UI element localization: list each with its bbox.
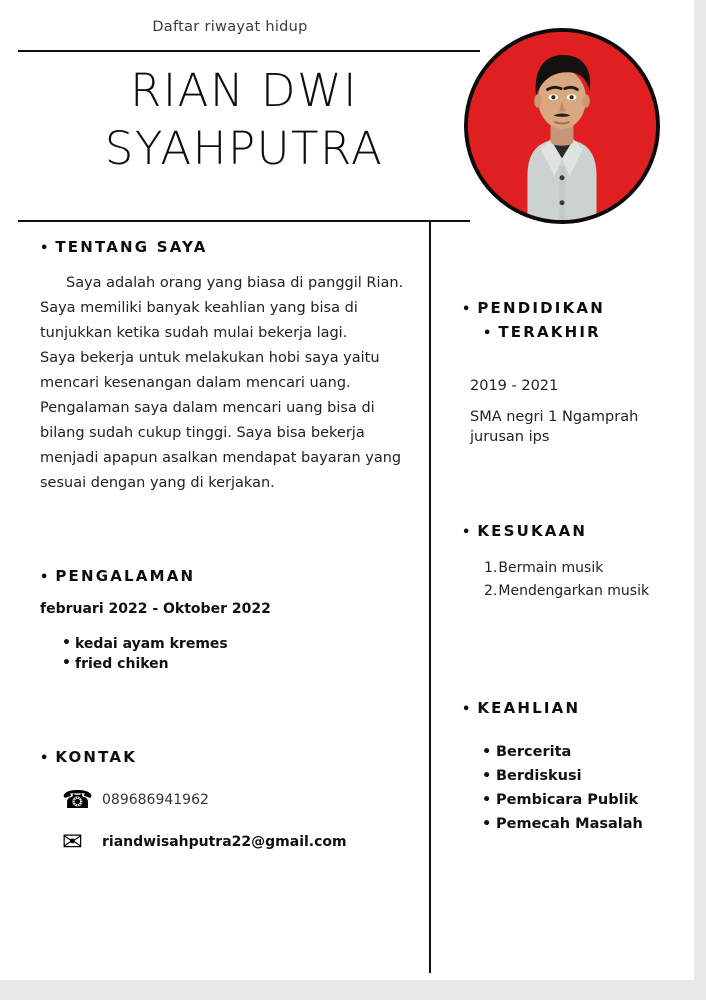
interests-heading: • KESUKAAN — [462, 520, 684, 544]
avatar — [464, 28, 660, 224]
section-education — [462, 297, 684, 447]
about-paragraph-4: Pengalaman saya dalam mencari uang bisa di bilang sudah cukup tinggi. Saya bisa bekerja menjadi apapun asalkan mendapat bayaran yang sesuai dengan yang di kerjakan. — [40, 400, 402, 491]
page-title — [18, 62, 470, 178]
about-paragraph-3: Saya bekerja untuk melakukan hobi saya yaitu mencari kesenangan dalam mencari uang. — [40, 350, 380, 391]
list-item: • fried chiken — [62, 654, 418, 674]
portrait-illustration — [468, 32, 656, 220]
header-bottom-rule — [18, 220, 470, 222]
skills-list — [462, 740, 684, 836]
education-school: SMA negri 1 Ngamprah — [470, 409, 639, 425]
contact-heading: • KONTAK — [40, 746, 418, 770]
list-item: • kedai ayam kremes — [62, 634, 418, 654]
contact-email-row[interactable] — [40, 829, 418, 854]
education-years: 2019 - 2021 — [470, 378, 559, 394]
experience-heading: • PENGALAMAN — [40, 565, 418, 589]
header-top-rule — [18, 50, 480, 52]
telephone-icon: ☎ — [62, 785, 94, 814]
envelope-icon: ✉ — [62, 827, 83, 856]
about-heading: • TENTANG SAYA — [40, 236, 418, 260]
section-skills — [462, 697, 684, 836]
skills-heading: • KEAHLIAN — [462, 697, 684, 721]
list-item: • Pembicara Publik — [482, 788, 684, 812]
education-major: jurusan ips — [470, 429, 550, 445]
about-paragraph-1: Saya adalah orang yang biasa di panggil Rian. — [66, 275, 404, 291]
experience-list — [40, 634, 418, 674]
list-item: Mendengarkan musik — [498, 583, 650, 599]
about-paragraph-2: Saya memiliki banyak keahlian yang bisa di tunjukkan ketika sudah mulai bekerja lagi. — [40, 300, 358, 341]
right-column — [462, 236, 684, 836]
education-heading-line-2: • TERAKHIR — [462, 321, 684, 345]
left-column — [40, 236, 418, 854]
section-contact — [40, 746, 418, 854]
document-kicker: Daftar riwayat hidup — [152, 19, 308, 35]
name-line-second: SYAHPUTRA — [104, 122, 384, 175]
name-line-first: RIAN DWI — [130, 64, 358, 117]
section-about — [40, 236, 418, 496]
contact-phone-value: 089686941962 — [102, 791, 209, 808]
section-interests — [462, 520, 684, 603]
list-item: • Pemecah Masalah — [482, 812, 684, 836]
experience-date-range: februari 2022 - Oktober 2022 — [40, 601, 271, 617]
column-divider-rule — [429, 221, 431, 973]
education-heading: • PENDIDIKAN — [462, 297, 684, 321]
list-item: • Bercerita — [482, 740, 684, 764]
contact-email-value: riandwisahputra22@gmail.com — [102, 833, 347, 850]
interests-list — [462, 557, 684, 603]
list-item: Bermain musik — [498, 560, 604, 576]
list-item: • Berdiskusi — [482, 764, 684, 788]
section-experience — [40, 565, 418, 674]
contact-phone-row[interactable] — [40, 787, 418, 812]
